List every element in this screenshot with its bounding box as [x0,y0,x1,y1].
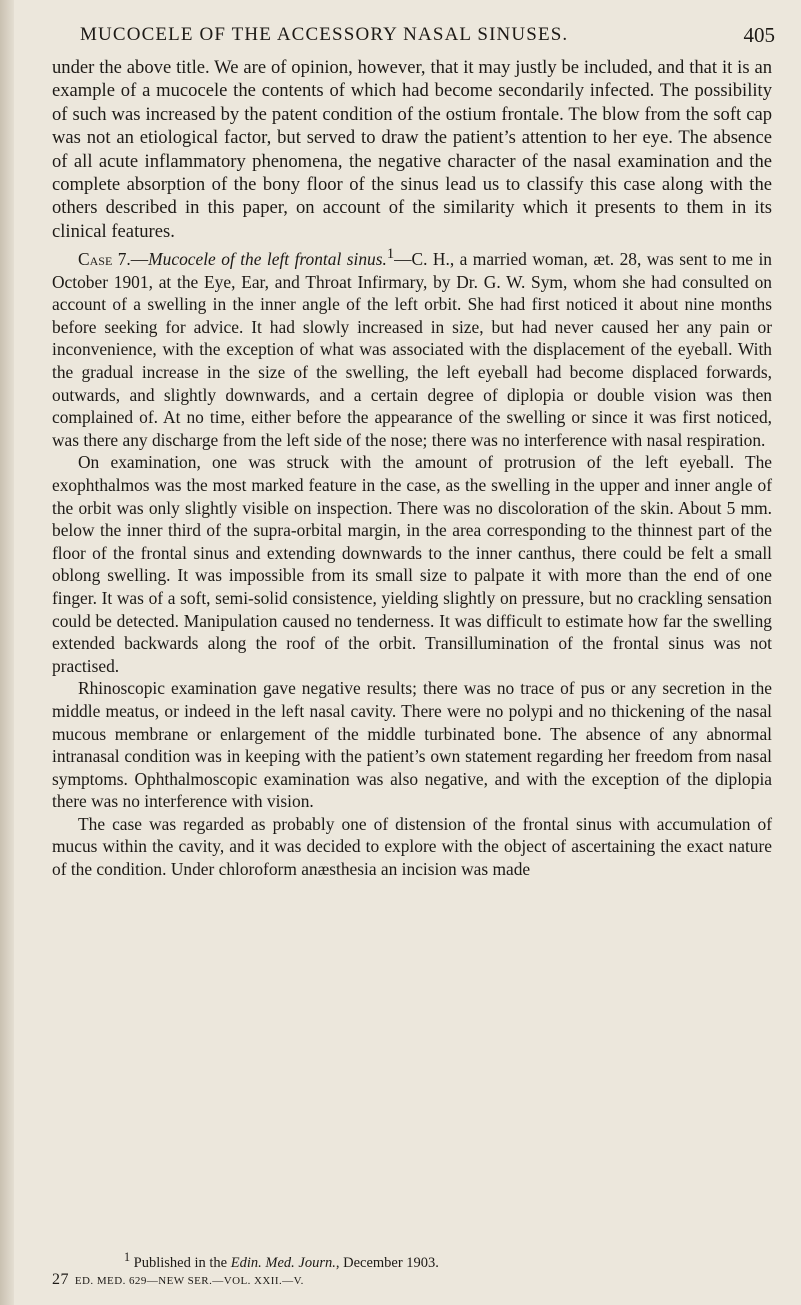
case-description: —C. H., a married woman, æt. 28, was sent to me in October 1901, at the Eye, Ear, and Throat Infirmary, by Dr. G. W. Sym, whom she had consulted on account of a swelling in the inner angle of the left orbit. She had first noticed it about nine months before seeking for advice. It had slowly increased in size, but had never caused her any pain or inconvenience, with the exception of what was associated with the displacement of the eyeball. With the gradual increase in the size of the swelling, the left eyeball had become displaced forwards, outwards, and slightly downwards, and a certain degree of diplopia or double vision was then complained of. At no time, either before the appearance of the swelling or since it was first noticed, was there any discharge from the left side of the nose; there was no interference with nasal respiration. [52,249,772,450]
case-label: Case 7. [78,249,131,270]
paragraph-regarded: The case was regarded as probably one of distension of the frontal sinus with accumulation of mucus within the cavity, and it was decided to explore with the object of ascertaining the exact nature of the condition. Under chloroform anæsthesia an incision was made [52,813,772,880]
signature-line [52,1272,772,1289]
paragraph-examination: On examination, one was struck with the amount of protrusion of the left eyeball. The exophthalmos was the most marked feature in the case, as the swelling in the upper and inner angle of the orbit was only slightly visible on inspection. There was no discoloration of the skin. About 5 mm. below the inner third of the supra-orbital margin, in the area corresponding to the thinnest part of the floor of the frontal sinus and extending downwards to the inner canthus, there could be felt a small oblong swelling. It was impossible from its small size to palpate it with more than the end of one finger. It was of a soft, semi-solid consistence, yielding slightly on pressure, but no crackling sensation could be detected. Manipulation caused no tenderness. It was difficult to estimate how far the swelling extended backwards along the roof of the orbit. Transillumination of the frontal sinus was not practised. [52,452,772,676]
footnote-text-after: , December 1903. [335,1254,439,1271]
footnote-reference: 1 [386,246,395,263]
case-title: Mucocele of the left frontal sinus. [148,249,387,270]
paragraph-case-7 [52,243,772,451]
page-binding-edge [0,0,14,1305]
footnote-journal: Edin. Med. Journ. [230,1254,336,1271]
signature-text: ED. MED. 629—NEW SER.—VOL. XXII.—V. [74,1274,304,1287]
paragraph-continuation: under the above title. We are of opinion, however, that it may justly be included, and that it is an example of a mucocele the contents of which had become secondarily infected. The possibility of such was increased by the patent condition of the ostium frontale. The blow from the soft cap was not an etiological factor, but served to draw the patient’s attention to her eye. The absence of all acute inflammatory phenomena, the negative character of the nasal examination and the complete absorption of the bony floor of the sinus lead us to classify this case along with the others described in this paper, on account of the similarity which it presents to them in its clinical features. [52,57,772,242]
running-title: MUCOCELE OF THE ACCESSORY NASAL SINUSES. [80,24,569,45]
running-header [70,20,777,50]
footnote-marker: 1 [124,1250,131,1264]
case-dash: — [130,249,149,270]
paragraph-rhinoscopic: Rhinoscopic examination gave negative results; there was no trace of pus or any secretion in the middle meatus, or indeed in the left nasal cavity. There were no polypi and no thickening of the nasal mucous membrane or enlargement of the middle turbinated bone. The absence of any abnormal intranasal condition was in keeping with the patient’s own statement regarding her freedom from nasal symptoms. Ophthalmoscopic examination was also negative, and with the exception of the diplopia there was no interference with vision. [52,678,772,812]
main-text [52,56,772,881]
footnote-text-before: Published in the [130,1254,231,1271]
signature-mark: 27 [52,1270,69,1288]
footnote [52,1248,772,1272]
footnote-block [52,1248,772,1289]
page-number: 405 [743,23,775,47]
